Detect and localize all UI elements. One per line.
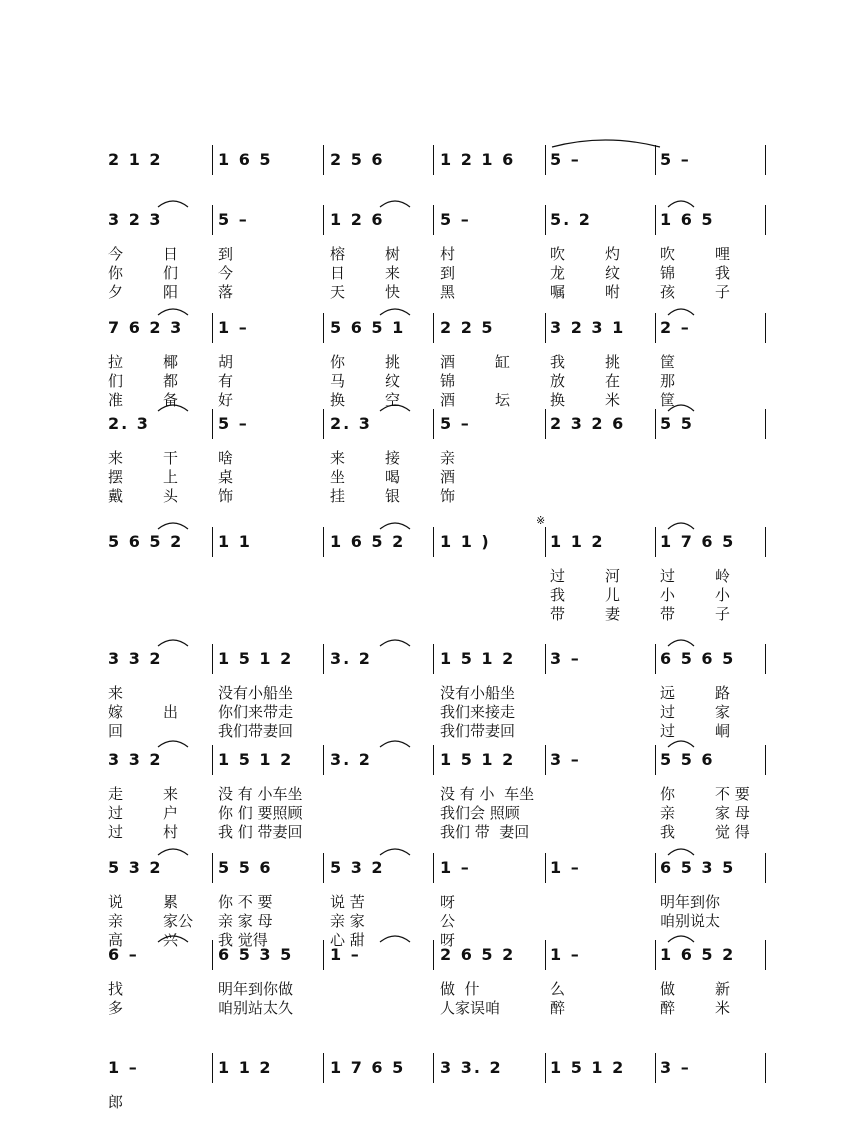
note-line — [0, 527, 862, 559]
lyric-syllable: 我 觉得 — [218, 931, 268, 949]
lyric-syllable: 亲 — [660, 804, 676, 822]
slur — [380, 640, 410, 646]
lyric-syllable: 锦 — [660, 264, 676, 282]
lyric-syllable: 过 — [660, 567, 676, 585]
lyric-syllable: 小 — [660, 586, 676, 604]
lyric-syllable: 亲 — [108, 912, 124, 930]
lyric-syllable: 纹 — [385, 372, 401, 390]
lyric-syllable: 拉 — [108, 353, 124, 371]
lyric-syllable: 不 要 — [715, 785, 750, 803]
note-line — [0, 205, 862, 237]
measure: 5 5 — [660, 414, 694, 433]
lyric-syllable: 今 — [108, 245, 124, 263]
lyric-syllable: 那 — [660, 372, 676, 390]
lyric-syllable: 换 — [550, 391, 566, 409]
lyric-syllable: 啥 — [218, 449, 234, 467]
lyric-syllable: 多 — [108, 999, 124, 1017]
lyric-syllable: 夕 — [108, 283, 124, 301]
lyric-syllable: 来 — [163, 785, 179, 803]
measure: 3. 2 — [330, 649, 372, 668]
lyric-syllable: 带 — [660, 605, 676, 623]
measure: 5 – — [440, 210, 471, 229]
lyric-syllable: 觉 得 — [715, 823, 750, 841]
measure: 1 6 5 — [218, 150, 273, 169]
lyric-syllable: 么 — [550, 980, 566, 998]
measure: 3 3. 2 — [440, 1058, 503, 1077]
lyric-syllable: 酒 — [440, 468, 456, 486]
slur — [668, 201, 694, 207]
lyric-syllable: 天 — [330, 283, 346, 301]
slur — [668, 741, 694, 747]
lyric-syllable: 今 — [218, 264, 234, 282]
lyric-syllable: 家 母 — [715, 804, 750, 822]
slur-marks — [0, 940, 862, 970]
lyric-syllable: 子 — [715, 283, 731, 301]
lyric-syllable: 准 — [108, 391, 124, 409]
measure: 6 5 3 5 — [218, 945, 294, 964]
lyric-syllable: 亲 — [440, 449, 456, 467]
measure: 1 – — [330, 945, 361, 964]
lyric-syllable: 没有小船坐 — [440, 684, 516, 702]
lyric-syllable: 纹 — [605, 264, 621, 282]
lyric-syllable: 们 — [163, 264, 179, 282]
slur-marks — [0, 313, 862, 343]
slur-marks — [0, 1053, 862, 1083]
lyric-syllable: 筐 — [660, 353, 676, 371]
lyric-syllable: 快 — [385, 283, 401, 301]
lyric-syllable: 咐 — [605, 283, 621, 301]
lyric-syllable: 我们 带 妻回 — [440, 823, 530, 841]
measure: 1 5 1 2 — [550, 1058, 626, 1077]
lyric-syllable: 心 甜 — [330, 931, 365, 949]
lyric-syllable: 来 — [385, 264, 401, 282]
lyric-syllable: 过 — [660, 703, 676, 721]
lyric-syllable: 没 有 小车坐 — [218, 785, 303, 803]
lyric-syllable: 找 — [108, 980, 124, 998]
lyric-syllable: 坐 — [330, 468, 346, 486]
measure: 2 3 2 6 — [550, 414, 626, 433]
lyric-syllable: 头 — [163, 487, 179, 505]
lyric-syllable: 你 — [330, 353, 346, 371]
lyric-syllable: 我 们 带妻回 — [218, 823, 303, 841]
lyric-syllable: 来 — [330, 449, 346, 467]
measure: 1 7 6 5 — [660, 532, 736, 551]
measure: 2 5 6 — [330, 150, 385, 169]
lyric-syllable: 小 — [715, 586, 731, 604]
lyric-syllable: 马 — [330, 372, 346, 390]
lyric-syllable: 空 — [385, 391, 401, 409]
lyric-syllable: 日 — [330, 264, 346, 282]
lyric-syllable: 咱别说太 — [660, 912, 721, 930]
lyric-syllable: 我们来接走 — [440, 703, 516, 721]
lyric-syllable: 户 — [163, 804, 179, 822]
lyric-syllable: 明年到你 — [660, 893, 721, 911]
slur — [158, 849, 188, 855]
lyric-syllable: 你 不 要 — [218, 893, 273, 911]
lyric-syllable: 榕 — [330, 245, 346, 263]
measure: 1 1 2 — [218, 1058, 273, 1077]
slur — [158, 309, 188, 315]
lyric-syllable: 有 — [218, 372, 234, 390]
note-line — [0, 745, 862, 777]
measure: 5 – — [550, 150, 581, 169]
slur — [158, 523, 188, 529]
note-line — [0, 940, 862, 972]
lyric-syllable: 坛 — [495, 391, 511, 409]
measure: 2 1 2 — [108, 150, 163, 169]
lyric-syllable: 出 — [163, 703, 179, 721]
lyric-syllable: 缸 — [495, 353, 511, 371]
measure: 1 – — [550, 945, 581, 964]
measure: 7 6 2 3 — [108, 318, 184, 337]
measure: 5 6 5 1 — [330, 318, 406, 337]
note-line — [0, 1053, 862, 1085]
measure: 2. 3 — [330, 414, 372, 433]
lyric-syllable: 我们会 照顾 — [440, 804, 520, 822]
lyric-syllable: 黑 — [440, 283, 456, 301]
slur-marks — [0, 853, 862, 883]
measure: 2. 3 — [108, 414, 150, 433]
lyric-syllable: 椰 — [163, 353, 179, 371]
lyric-syllable: 高 — [108, 931, 124, 949]
lyric-syllable: 吹 — [660, 245, 676, 263]
lyric-syllable: 妻 — [605, 605, 621, 623]
lyric-syllable: 到 — [218, 245, 234, 263]
lyric-syllable: 累 — [163, 893, 179, 911]
lyric-syllable: 公 — [440, 912, 456, 930]
lyric-syllable: 都 — [163, 372, 179, 390]
slur-marks — [0, 745, 862, 775]
lyric-syllable: 来 — [108, 449, 124, 467]
lyric-syllable: 走 — [108, 785, 124, 803]
lyric-syllable: 孩 — [660, 283, 676, 301]
lyric-syllable: 家 — [715, 703, 731, 721]
measure: 6 – — [108, 945, 139, 964]
lyric-syllable: 醉 — [550, 999, 566, 1017]
lyric-syllable: 摆 — [108, 468, 124, 486]
slur — [668, 523, 694, 529]
lyric-syllable: 过 — [550, 567, 566, 585]
measure: 1 1 — [218, 532, 252, 551]
slur — [380, 741, 410, 747]
lyric-syllable: 我 — [550, 586, 566, 604]
lyric-syllable: 子 — [715, 605, 731, 623]
lyric-syllable: 村 — [163, 823, 179, 841]
note-line — [0, 409, 862, 441]
slur-marks — [0, 644, 862, 674]
lyric-syllable: 酒 — [440, 353, 456, 371]
lyric-syllable: 路 — [715, 684, 731, 702]
lyric-syllable: 咱别站太久 — [218, 999, 294, 1017]
tie — [552, 140, 660, 147]
lyric-syllable: 郎 — [108, 1093, 124, 1111]
measure: 1 5 1 2 — [218, 649, 294, 668]
lyric-syllable: 饰 — [218, 487, 234, 505]
lyric-syllable: 嘱 — [550, 283, 566, 301]
measure: 5 5 6 — [218, 858, 273, 877]
lyric-syllable: 灼 — [605, 245, 621, 263]
slur — [158, 741, 188, 747]
slur — [668, 936, 694, 942]
lyric-syllable: 到 — [440, 264, 456, 282]
measure: 1 7 6 5 — [330, 1058, 406, 1077]
lyric-syllable: 龙 — [550, 264, 566, 282]
slur — [158, 640, 188, 646]
lyric-syllable: 过 — [108, 804, 124, 822]
lyric-syllable: 岭 — [715, 567, 731, 585]
note-line — [0, 853, 862, 885]
measure: 5 3 2 — [108, 858, 163, 877]
measure: 5 – — [660, 150, 691, 169]
slur-marks — [0, 409, 862, 439]
lyric-syllable: 树 — [385, 245, 401, 263]
measure: 1 5 1 2 — [218, 750, 294, 769]
measure: 5 – — [218, 210, 249, 229]
lyric-syllable: 喝 — [385, 468, 401, 486]
slur — [380, 201, 410, 207]
lyric-syllable: 放 — [550, 372, 566, 390]
lyric-syllable: 村 — [440, 245, 456, 263]
lyric-syllable: 来 — [108, 684, 124, 702]
measure: 2 2 5 — [440, 318, 495, 337]
measure: 3 3 2 — [108, 649, 163, 668]
lyric-syllable: 你 — [660, 785, 676, 803]
lyric-syllable: 河 — [605, 567, 621, 585]
lyric-syllable: 亲 家 母 — [218, 912, 273, 930]
measure: 1 6 5 — [660, 210, 715, 229]
lyric-syllable: 胡 — [218, 353, 234, 371]
lyric-syllable: 我 — [660, 823, 676, 841]
lyric-syllable: 儿 — [605, 586, 621, 604]
measure: 1 2 1 6 — [440, 150, 516, 169]
measure: 3 – — [550, 649, 581, 668]
measure: 3 2 3 — [108, 210, 163, 229]
lyric-syllable: 我们带妻回 — [218, 722, 294, 740]
lyric-syllable: 桌 — [218, 468, 234, 486]
measure: 1 2 6 — [330, 210, 385, 229]
lyric-syllable: 筐 — [660, 391, 676, 409]
lyric-syllable: 呀 — [440, 931, 456, 949]
measure: 1 – — [440, 858, 471, 877]
measure: 6 5 6 5 — [660, 649, 736, 668]
measure: 6 5 3 5 — [660, 858, 736, 877]
measure: 1 1 ) — [440, 532, 491, 551]
measure: 1 6 5 2 — [660, 945, 736, 964]
lyric-syllable: 带 — [550, 605, 566, 623]
slur — [380, 309, 410, 315]
lyric-syllable: 你 — [108, 264, 124, 282]
lyric-syllable: 我 — [715, 264, 731, 282]
measure: 1 – — [108, 1058, 139, 1077]
lyric-syllable: 新 — [715, 980, 731, 998]
lyric-syllable: 家公 — [163, 912, 194, 930]
measure: 5. 2 — [550, 210, 592, 229]
lyric-syllable: 银 — [385, 487, 401, 505]
lyric-syllable: 明年到你做 — [218, 980, 294, 998]
ornament-mark: ※ — [536, 514, 546, 527]
measure: 5 – — [440, 414, 471, 433]
lyric-syllable: 哩 — [715, 245, 731, 263]
measure: 3 3 2 — [108, 750, 163, 769]
lyric-syllable: 亲 家 — [330, 912, 365, 930]
lyric-syllable: 们 — [108, 372, 124, 390]
lyric-syllable: 远 — [660, 684, 676, 702]
lyric-syllable: 做 — [660, 980, 676, 998]
measure: 1 – — [550, 858, 581, 877]
note-line — [0, 313, 862, 345]
measure: 1 1 2 — [550, 532, 605, 551]
slur-marks — [0, 145, 862, 175]
slur — [668, 849, 694, 855]
lyric-syllable: 上 — [163, 468, 179, 486]
lyric-syllable: 阳 — [163, 283, 179, 301]
lyric-syllable: 过 — [660, 722, 676, 740]
lyric-syllable: 没有小船坐 — [218, 684, 294, 702]
lyric-syllable: 人家误咱 — [440, 999, 501, 1017]
lyric-syllable: 你们来带走 — [218, 703, 294, 721]
measure: 5 3 2 — [330, 858, 385, 877]
measure: 3 – — [550, 750, 581, 769]
slur — [668, 640, 694, 646]
lyric-syllable: 挑 — [385, 353, 401, 371]
lyric-syllable: 过 — [108, 823, 124, 841]
lyric-syllable: 我 — [550, 353, 566, 371]
slur — [380, 523, 410, 529]
measure: 3 – — [660, 1058, 691, 1077]
slur — [158, 201, 188, 207]
lyric-syllable: 接 — [385, 449, 401, 467]
note-line — [0, 145, 862, 177]
measure: 5 – — [218, 414, 249, 433]
measure: 3 2 3 1 — [550, 318, 626, 337]
lyric-syllable: 好 — [218, 391, 234, 409]
lyric-syllable: 日 — [163, 245, 179, 263]
slur — [380, 936, 410, 942]
lyric-syllable: 落 — [218, 283, 234, 301]
lyric-syllable: 酒 — [440, 391, 456, 409]
measure: 2 6 5 2 — [440, 945, 516, 964]
slur — [380, 849, 410, 855]
measure: 1 – — [218, 318, 249, 337]
lyric-syllable: 呀 — [440, 893, 456, 911]
lyric-syllable: 换 — [330, 391, 346, 409]
measure: 1 5 1 2 — [440, 750, 516, 769]
slur-marks — [0, 527, 862, 557]
measure: 5 6 5 2 — [108, 532, 184, 551]
lyric-syllable: 饰 — [440, 487, 456, 505]
lyric-syllable: 做 什 — [440, 980, 480, 998]
lyric-syllable: 锦 — [440, 372, 456, 390]
lyric-syllable: 我们带妻回 — [440, 722, 516, 740]
lyric-syllable: 在 — [605, 372, 621, 390]
lyric-syllable: 嫁 — [108, 703, 124, 721]
lyric-syllable: 说 — [108, 893, 124, 911]
lyric-syllable: 没 有 小 车坐 — [440, 785, 535, 803]
lyric-syllable: 挑 — [605, 353, 621, 371]
lyric-syllable: 吹 — [550, 245, 566, 263]
lyric-syllable: 回 — [108, 722, 124, 740]
measure: 5 5 6 — [660, 750, 715, 769]
lyric-syllable: 醉 — [660, 999, 676, 1017]
measure: 2 – — [660, 318, 691, 337]
lyric-syllable: 备 — [163, 391, 179, 409]
lyric-syllable: 米 — [605, 391, 621, 409]
note-line — [0, 644, 862, 676]
measure: 3. 2 — [330, 750, 372, 769]
slur — [668, 309, 694, 315]
measure: 1 6 5 2 — [330, 532, 406, 551]
lyric-syllable: 戴 — [108, 487, 124, 505]
lyric-syllable: 你 们 要照顾 — [218, 804, 303, 822]
slur-marks — [0, 205, 862, 235]
lyric-syllable: 米 — [715, 999, 731, 1017]
lyric-syllable: 干 — [163, 449, 179, 467]
lyric-syllable: 挂 — [330, 487, 346, 505]
lyric-syllable: 峒 — [715, 722, 731, 740]
measure: 1 5 1 2 — [440, 649, 516, 668]
lyric-syllable: 兴 — [163, 931, 179, 949]
lyric-syllable: 说 苦 — [330, 893, 365, 911]
